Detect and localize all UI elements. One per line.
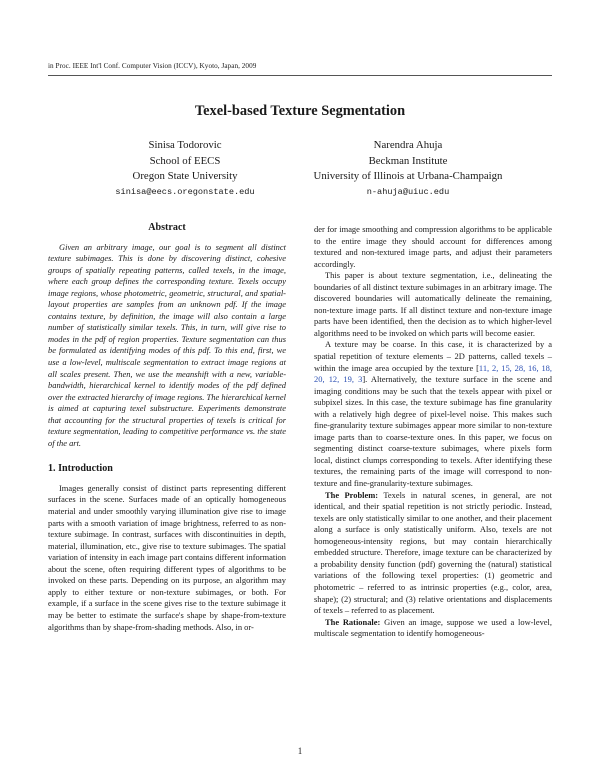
author-institution: University of Illinois at Urbana-Champaign	[313, 170, 503, 182]
abstract-text: Given an arbitrary image, our goal is to segment all distinct texture subimages. This is done by discovering distinct, cohesive groups of spatially repeating patterns, called texels, in the image, where each group defines the corresponding texture. Texels occupy image regions, whose photometric, geometric, structural, and spatial-layout properties are samples from an unknown pdf. If the image contains texture, by definition, the image will also contain a large number of statistically similar texels. This, in turn, will give rise to modes in the pdf of region properties. Texture segmentation can thus be formulated as identifying modes of this pdf. To this end, first, we use a low-level, multiscale segmentation to extract image regions at all scales present. Then, we use the meanshift with a new, variable-bandwidth, hierarchical kernel to identify modes of the pdf defined over the extracted hierarchy of image regions. The hierarchical kernel is aimed at capturing texel substructure. Experiments demonstrate that accounting for the structural properties of texels is critical for texture segmentation, leading to competitive performance vs. the state of the art.	[48, 241, 286, 448]
abstract-heading: Abstract	[148, 222, 186, 233]
abstract-body	[48, 242, 286, 450]
citation-list[interactable]: 11, 2, 15, 28, 16, 18, 20, 12, 19, 3	[314, 362, 553, 385]
right-column	[314, 224, 552, 640]
paragraph-text: A texture may be coarse. In this case, it is characterized by a spatial repetition of texture elements – 2D patterns, called texels – within the image area occupied by the texture [	[314, 339, 552, 373]
intro-paragraph: Images generally consist of distinct parts representing different surfaces in the scene. Surfaces made of an optically homogeneous material and under smoothly varying illumination give rise to image parts with a smooth variation of image brightness, referred to as non-texture subimage. In contrast, surfaces with discontinuities in depth, material, illumination, etc., give rise to texture subimages. The spatial variation of intensity in each image part contains different information about the scene, often requiring different types of algorithms to be invoked on these parts. Depending on its purpose, an algorithm may apply to either texture or non-texture subimages, or both. For example, if a surface in the scene gives rise to the texture subimage it may be better to estimate the surface's shape by shape-from-texture algorithms than by shape-from-shading methods. Also, in or-	[48, 482, 286, 632]
body-paragraph-problem	[314, 490, 552, 617]
runin-heading-problem: The Problem:	[325, 489, 379, 500]
section-heading-introduction: 1. Introduction	[48, 463, 113, 475]
author-department: Beckman Institute	[368, 154, 448, 167]
body-paragraph-texels	[314, 339, 552, 489]
author-email[interactable]: sinisa@eecs.oregonstate.edu	[115, 186, 255, 197]
author-block-1	[110, 138, 260, 199]
author-block-2	[262, 138, 554, 199]
author-email[interactable]: n-ahuja@uiuc.edu	[366, 186, 450, 197]
body-paragraph: der for image smoothing and compression algorithms to be applicable to the entire image they should account for differences among textured and non-textured image parts, and adjust their parameters accordingly.	[314, 224, 552, 269]
author-institution: Oregon State University	[132, 170, 238, 182]
body-paragraph-rationale	[314, 617, 552, 640]
venue-header: in Proc. IEEE Int'l Conf. Computer Vision (ICCV), Kyoto, Japan, 2009	[48, 62, 257, 70]
author-name: Sinisa Todorovic	[148, 139, 222, 151]
paper-title: Texel-based Texture Segmentation	[194, 103, 406, 119]
page-number: 1	[297, 746, 303, 756]
author-department: School of EECS	[149, 154, 221, 167]
paragraph-text: Given an image, suppose we used a low-level, multiscale segmentation to identify homogeneous-	[314, 616, 552, 639]
paragraph-text: ]. Alternatively, the texture surface in the scene and imaging conditions may be such that the texels appear with pixel or subpixel sizes. In this case, the texture subimage has fine granularity with a relatively high degree of pixel-level noise. This makes such fine-granularity texture subimages appear more similar to non-texture image parts than to coarse-texture ones. In this paper, we focus on segmenting distinct coarse-texture subimages, where pixels form local, distinct clumps corresponding to texels. After identifying these textures, the remaining parts of the image will correspond to non-texture and fine-granularity-texture subimages.	[314, 374, 552, 489]
left-column	[48, 222, 286, 633]
body-paragraph: This paper is about texture segmentation, i.e., delineating the boundaries of all distinct texture subimages in an arbitrary image. The discovered boundaries will automatically delineate the remaining, non-texture image parts. If all distinct texture and non-texture image parts have been identified, then the decision as to which higher-level algorithms need to be invoked on which parts will become easier.	[314, 270, 552, 338]
paragraph-text: Texels in natural scenes, in general, are not identical, and their spatial repetition is not strictly periodic. Instead, texels are only statistically similar to one another, and their placement along a surface is only statistically uniform. Also, texels are not homogeneous-intensity regions, but may contain hierarchically embedded structure. Therefore, image texture can be characterized by a probability density function (pdf) governing the (natural) statistical variations of the following texel properties: (1) geometric and photometric – referred to as intrinsic properties (e.g., color, area, shape); (2) structural; and (3) relative orientations and displacements of texels – referred to as placement.	[314, 489, 552, 616]
header-rule	[48, 75, 552, 76]
author-name: Narendra Ahuja	[373, 139, 443, 151]
runin-heading-rationale: The Rationale:	[325, 616, 381, 627]
